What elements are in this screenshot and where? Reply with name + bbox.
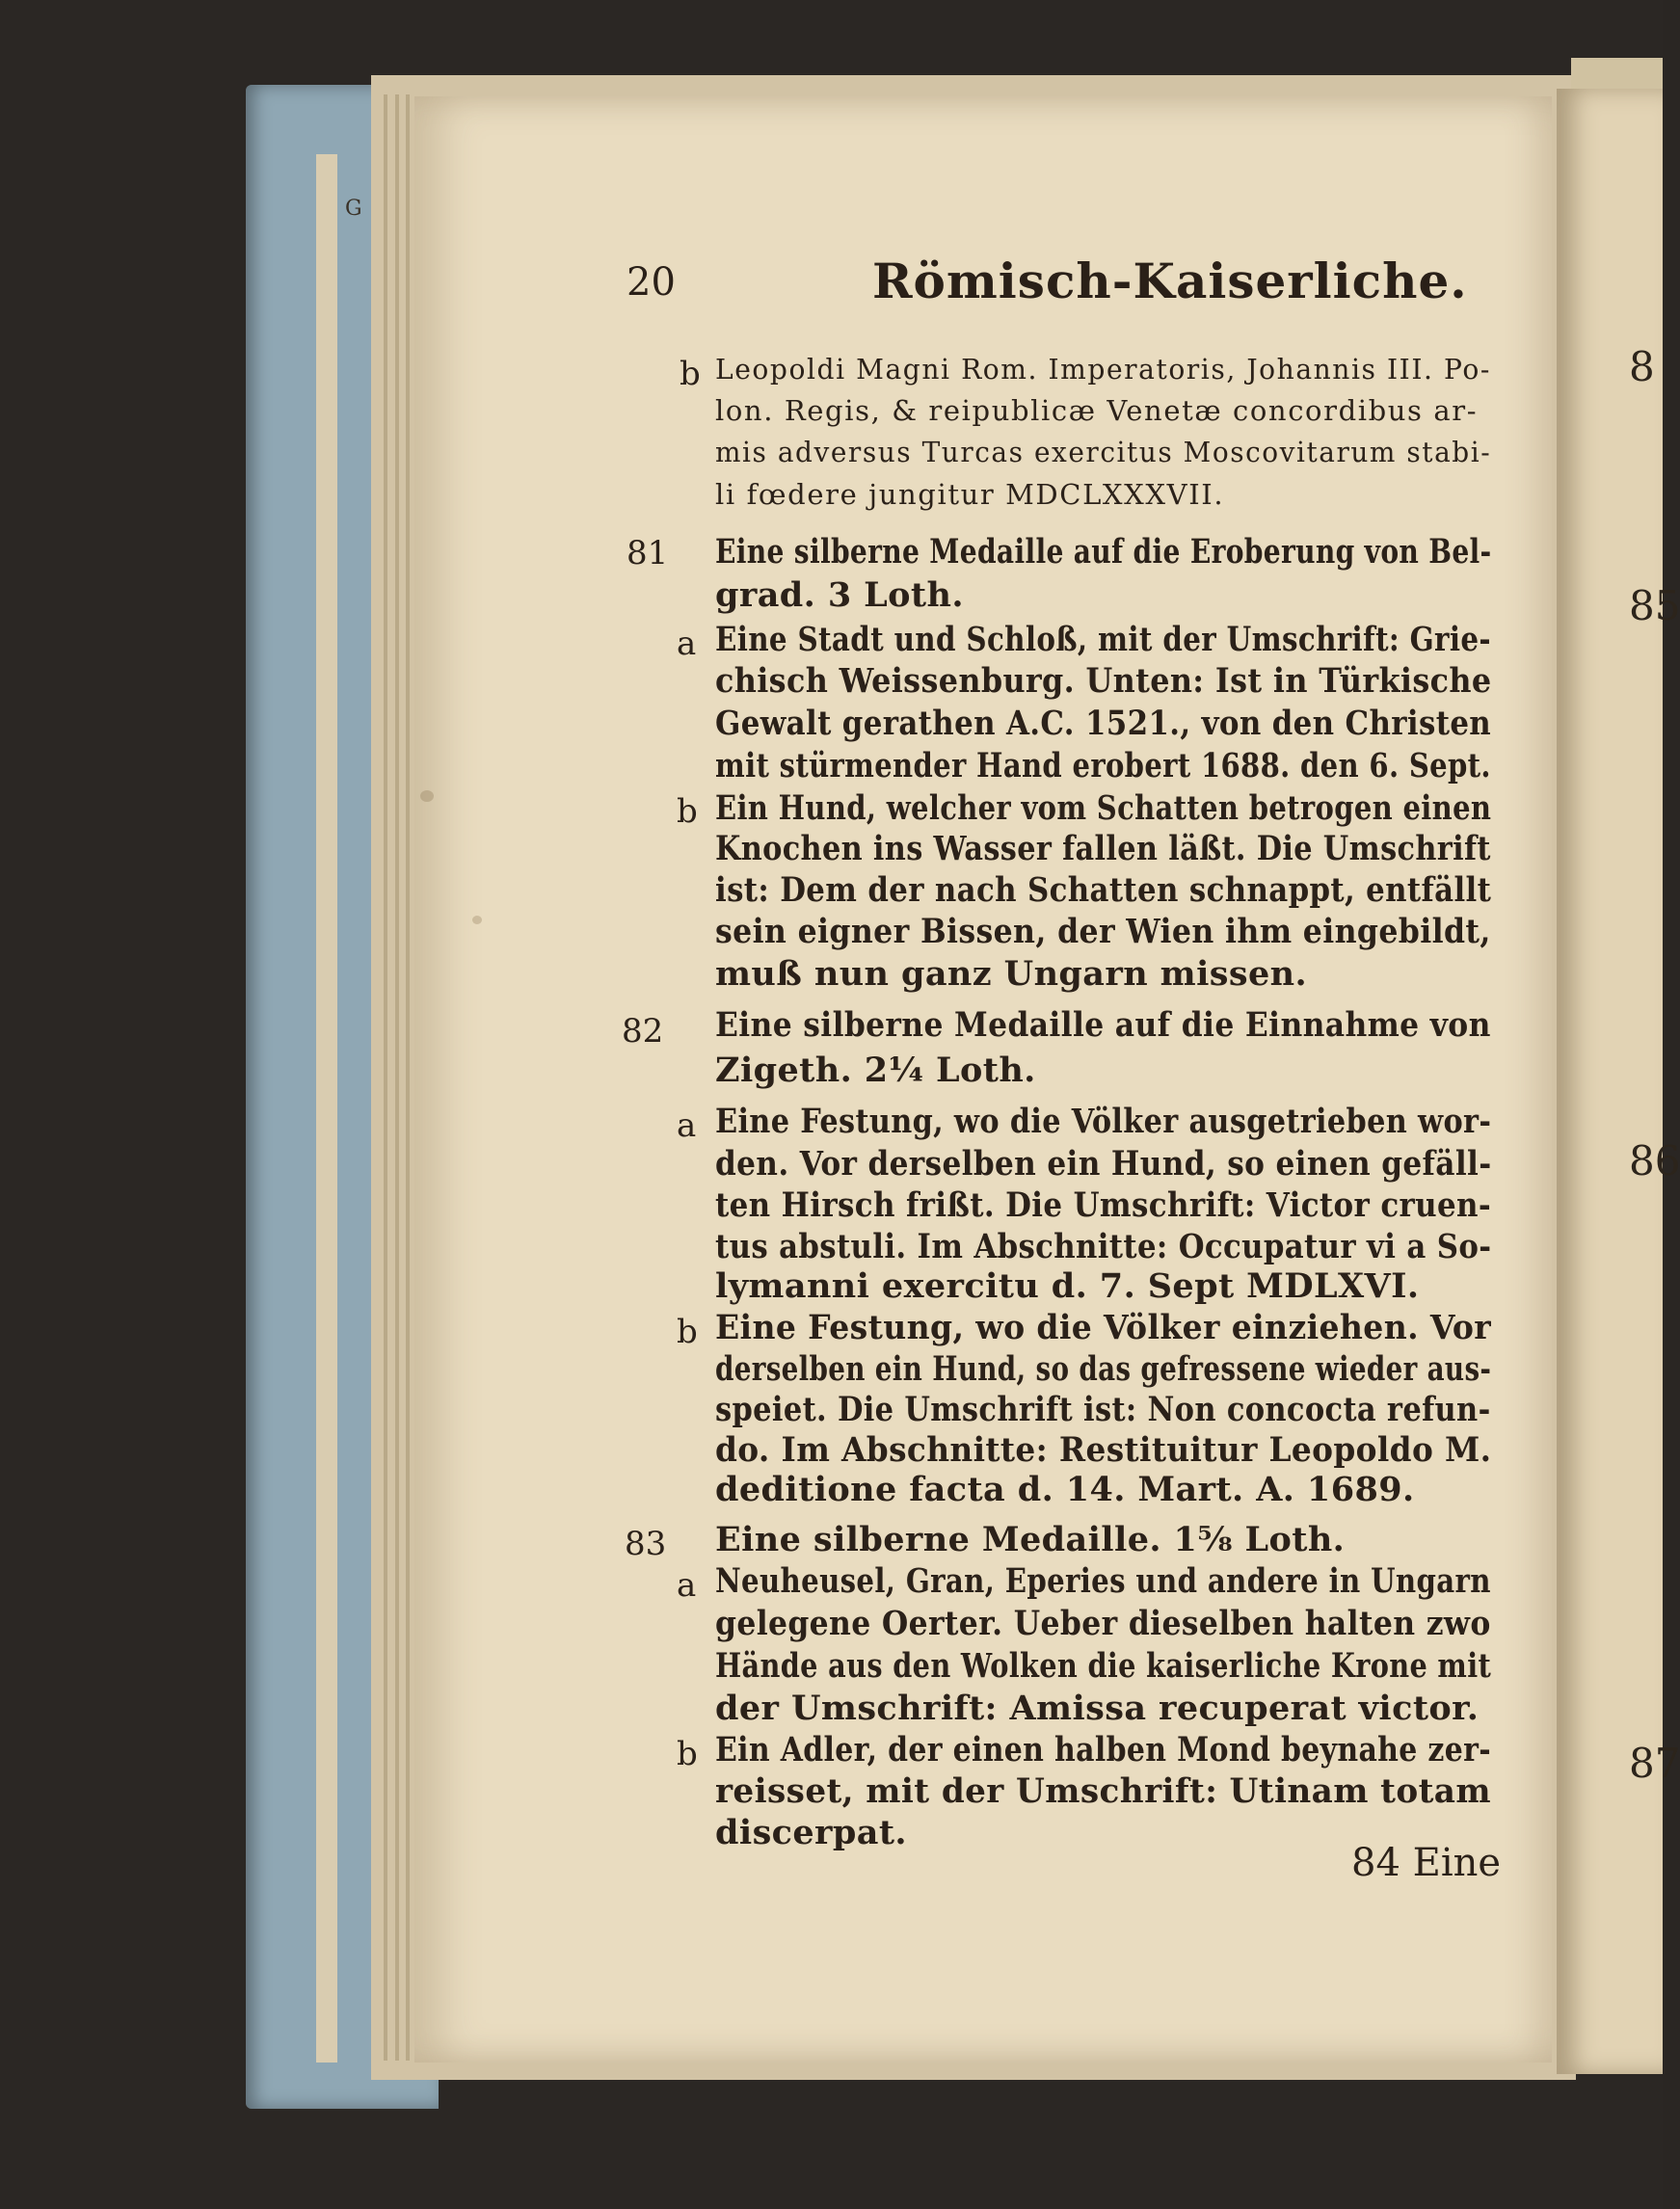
entry-line: muß nun ganz Ungarn missen. xyxy=(715,954,1308,994)
entry-line: Gewalt gerathen A.C. 1521., von den Christen xyxy=(715,704,1492,743)
entry-line: Leopoldi Magni Rom. Imperatoris, Johannis III. Po- xyxy=(715,353,1491,386)
entry-line: Eine Stadt und Schloß, mit der Umschrift: Grie- xyxy=(715,620,1491,659)
entry-line: Eine silberne Medaille. 1⅝ Loth. xyxy=(715,1520,1346,1559)
entry-line: li fœdere jungitur MDCLXXXVII. xyxy=(715,478,1225,511)
entry-line: do. Im Abschnitte: Restituitur Leopoldo M. xyxy=(715,1430,1492,1470)
entry-marker: 82 xyxy=(622,1012,664,1051)
entry-line: grad. 3 Loth. xyxy=(715,575,964,615)
entry-marker: 83 xyxy=(625,1525,667,1563)
entry-line: deditione facta d. 14. Mart. A. 1689. xyxy=(715,1470,1415,1509)
entry-line: Eine Festung, wo die Völker einziehen. Vor xyxy=(715,1308,1492,1347)
board-inner-edge xyxy=(316,154,337,2063)
entry-line: Neuheusel, Gran, Eperies und andere in Ungarn xyxy=(715,1561,1491,1601)
entry-line: tus abstuli. Im Abschnitte: Occupatur vi a So- xyxy=(715,1227,1492,1266)
entry-marker: b xyxy=(677,1313,698,1351)
entry-line: Eine Festung, wo die Völker ausgetrieben wor- xyxy=(715,1102,1492,1141)
entry-line: gelegene Oerter. Ueber dieselben halten zwo xyxy=(715,1604,1491,1643)
paper-stain xyxy=(420,790,434,802)
entry-line: chisch Weissenburg. Unten: Ist in Türkische xyxy=(715,661,1492,701)
page-stack-edge xyxy=(406,94,410,2061)
entry-marker: b xyxy=(680,355,701,393)
facing-page-top xyxy=(1571,58,1663,89)
facing-page-number: 8 xyxy=(1629,343,1655,390)
page-stack-edge xyxy=(395,94,399,2061)
entry-line: Eine silberne Medaille auf die Einnahme von xyxy=(715,1005,1491,1045)
entry-line: Ein Adler, der einen halben Mond beynahe zer- xyxy=(715,1730,1492,1770)
entry-marker: b xyxy=(677,792,698,831)
facing-page-number: 85 xyxy=(1629,582,1680,629)
entry-line: Hände aus den Wolken die kaiserliche Krone mit xyxy=(715,1646,1492,1686)
entry-line: Zigeth. 2¼ Loth. xyxy=(715,1051,1036,1090)
entry-line: derselben ein Hund, so das gefressene wieder aus- xyxy=(715,1349,1492,1389)
entry-line: lon. Regis, & reipublicæ Venetæ concordibus ar- xyxy=(715,394,1479,427)
entry-line: den. Vor derselben ein Hund, so einen gefäll- xyxy=(715,1144,1492,1184)
facing-page-number: 86 xyxy=(1629,1137,1680,1184)
entry-line: ist: Dem der nach Schatten schnappt, entfällt xyxy=(715,870,1492,910)
entry-line: reisset, mit der Umschrift: Utinam totam xyxy=(715,1771,1491,1811)
entry-marker: 81 xyxy=(627,534,669,572)
running-title: Römisch-Kaiserliche. xyxy=(872,253,1468,309)
page-stack-edge xyxy=(384,94,387,2061)
entry-line: mit stürmender Hand erobert 1688. den 6. Sept. xyxy=(715,746,1491,785)
entry-line: Knochen ins Wasser fallen läßt. Die Umschrift xyxy=(715,829,1491,868)
catchword: 84 Eine xyxy=(1351,1841,1502,1885)
page-number: 20 xyxy=(627,260,676,305)
entry-marker: a xyxy=(677,1566,697,1605)
entry-line: Ein Hund, welcher vom Schatten betrogen einen xyxy=(715,788,1492,828)
entry-marker: a xyxy=(677,1106,697,1145)
board-edge-letter: G xyxy=(345,197,362,221)
entry-line: discerpat. xyxy=(715,1813,907,1852)
paper-stain xyxy=(472,916,482,924)
entry-line: der Umschrift: Amissa recuperat victor. xyxy=(715,1689,1480,1728)
entry-line: speiet. Die Umschrift ist: Non concocta refun- xyxy=(715,1390,1491,1429)
entry-line: lymanni exercitu d. 7. Sept MDLXVI. xyxy=(715,1266,1420,1306)
entry-line: Eine silberne Medaille auf die Eroberung von Bel- xyxy=(715,532,1492,572)
entry-line: mis adversus Turcas exercitus Moscovitarum stabi- xyxy=(715,436,1492,468)
entry-marker: b xyxy=(677,1735,698,1773)
facing-page-number: 87 xyxy=(1629,1740,1680,1787)
entry-marker: a xyxy=(677,625,697,663)
entry-line: ten Hirsch frißt. Die Umschrift: Victor cruen- xyxy=(715,1185,1492,1225)
entry-line: sein eigner Bissen, der Wien ihm eingebildt, xyxy=(715,912,1491,951)
